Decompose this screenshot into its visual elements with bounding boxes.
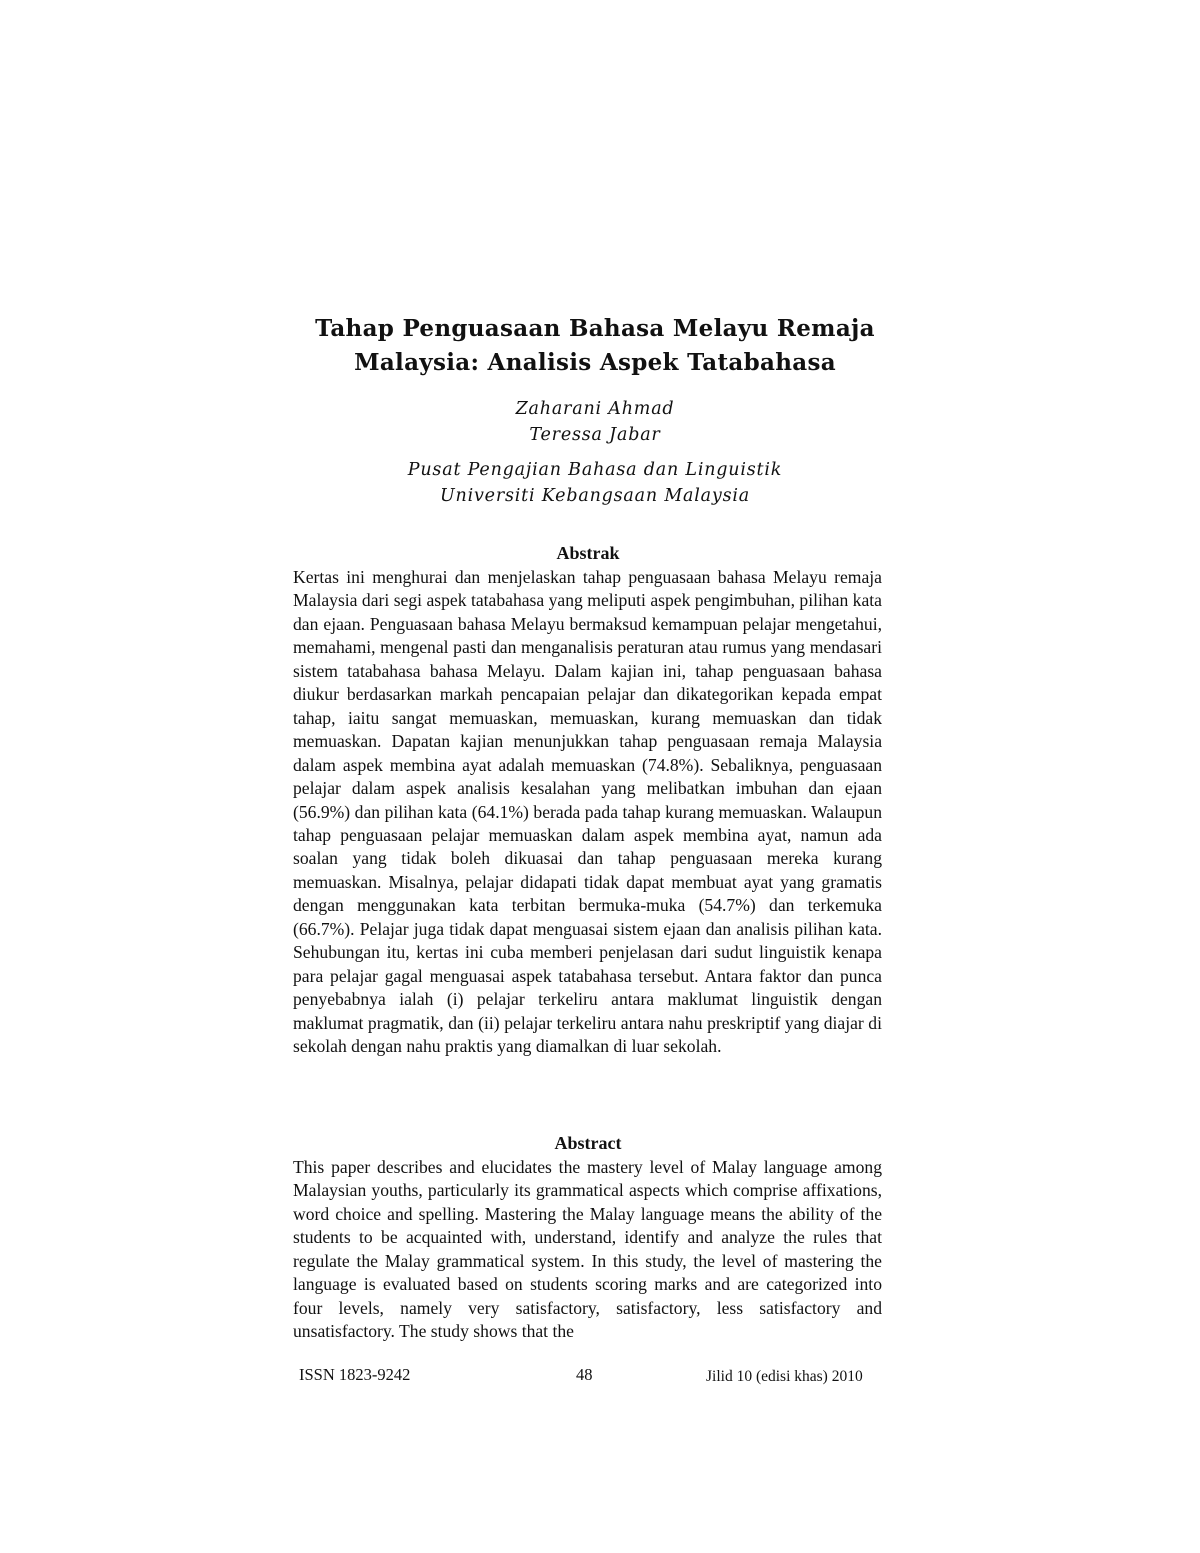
affiliation-line: Pusat Pengajian Bahasa dan Linguistik — [407, 460, 783, 480]
author-name: Zaharani Ahmad — [515, 399, 675, 419]
abstrak-text: Kertas ini menghurai dan menjelaskan tahap penguasaan bahasa Melayu remaja Malaysia dari segi aspek tatabahasa yang meliputi aspek pengimbuhan, pilihan kata dan ejaan. Penguasaan bahasa Melayu bermaksud kemampuan pelajar mengetahui, memahami, mengenal pasti dan menganalisis peraturan atau rumus yang mendasari sistem tatabahasa bahasa Melayu. Dalam kajian ini, tahap penguasaan bahasa diukur berdasarkan markah pencapaian pelajar dan dikategorikan kepada empat tahap, iaitu sangat memuaskan, memuaskan, kurang memuaskan dan tidak memuaskan. Dapatan kajian menunjukkan tahap penguasaan remaja Malaysia dalam aspek membina ayat adalah memuaskan (74.8%). Sebaliknya, penguasaan pelajar dalam aspek analisis kesalahan yang melibatkan imbuhan dan ejaan (56.9%) dan pilihan kata (64.1%) berada pada tahap kurang memuaskan. Walaupun tahap penguasaan pelajar memuaskan dalam aspek membina ayat, namun ada soalan yang tidak boleh dikuasai dan tahap penguasaan mereka kurang memuaskan. Misalnya, pelajar didapati tidak dapat membuat ayat yang gramatis dengan menggunakan kata terbitan bermuka-muka (54.7%) dan terkemuka (66.7%). Pelajar juga tidak dapat menguasai sistem ejaan dan analisis pilihan kata. Sehubungan itu, kertas ini cuba memberi penjelasan dari sudut linguistik kenapa para pelajar gagal menguasai aspek tatabahasa tersebut. Antara faktor dan punca penyebabnya ialah (i) pelajar terkeliru antara maklumat linguistik dengan maklumat pragmatik, dan (ii) pelajar terkeliru antara nahu preskriptif yang diajar di sekolah dengan nahu praktis yang diamalkan di luar sekolah. — [293, 567, 882, 1057]
footer-volume: Jilid 10 (edisi khas) 2010 — [706, 1368, 863, 1385]
title-line-1: Tahap Penguasaan Bahasa Melayu Remaja — [315, 315, 875, 342]
footer-page-number: 48 — [576, 1365, 593, 1384]
abstract-heading: Abstract — [554, 1133, 622, 1153]
affiliation — [300, 457, 890, 509]
author-list — [300, 396, 890, 448]
abstrak-heading: Abstrak — [556, 543, 620, 563]
footer-issn: ISSN 1823-9242 — [299, 1365, 411, 1384]
paper-title — [250, 312, 940, 380]
affiliation-line: Universiti Kebangsaan Malaysia — [439, 486, 751, 506]
author-name: Teressa Jabar — [529, 425, 661, 445]
abstract-text: This paper describes and elucidates the mastery level of Malay language among Malaysian youths, particularly its grammatical aspects which comprise affixations, word choice and spelling. Mastering the Malay language means the ability of the students to be acquainted with, understand, identify and analyze the rules that regulate the Malay grammatical system. In this study, the level of mastering the language is evaluated based on students scoring marks and are categorized into four levels, namely very satisfactory, satisfactory, less satisfactory and unsatisfactory. The study shows that the — [293, 1157, 882, 1342]
title-line-2: Malaysia: Analisis Aspek Tatabahasa — [354, 349, 836, 376]
